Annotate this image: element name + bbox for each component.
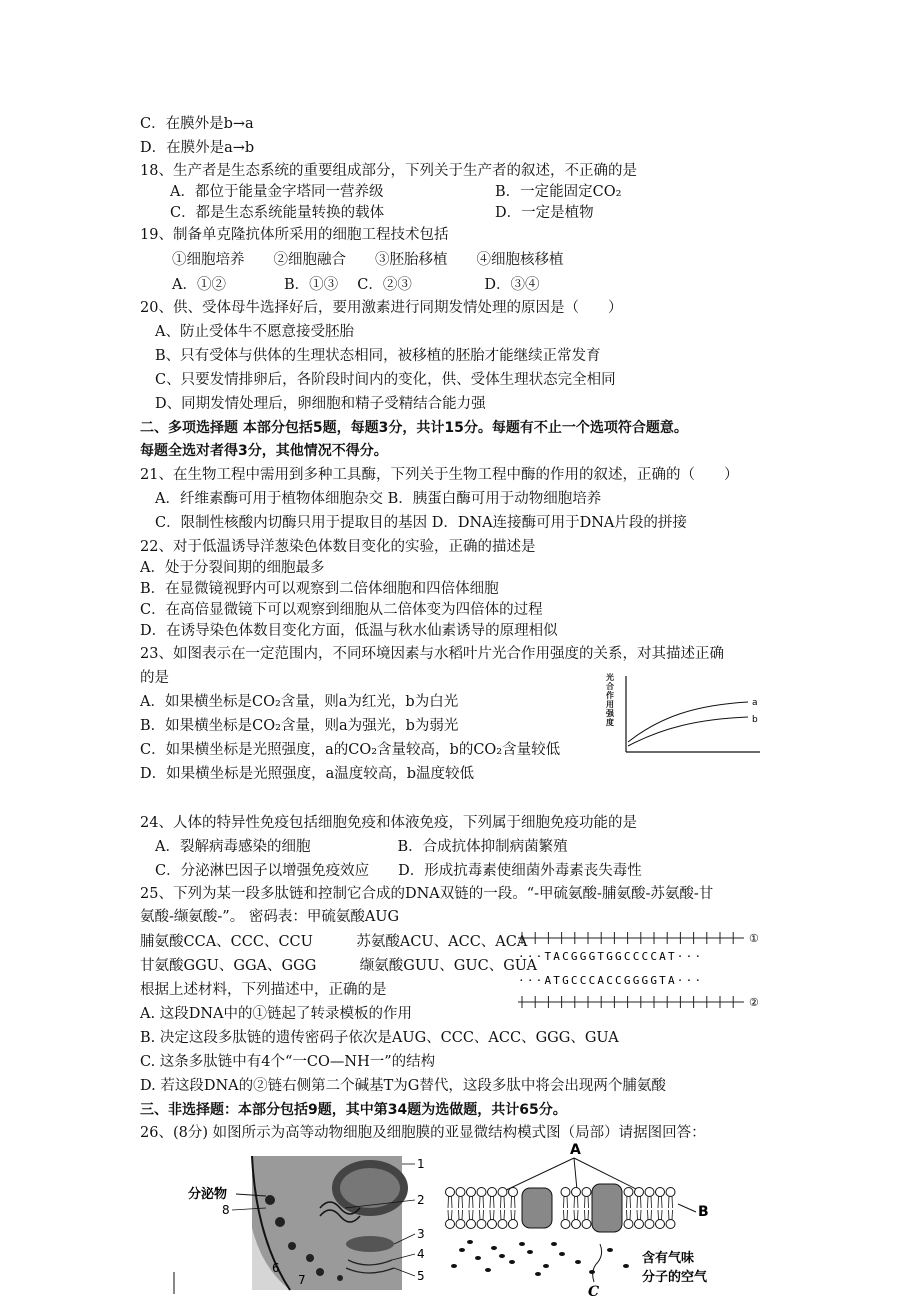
q20-option-c: C、只要发情排卵后，各阶段时间内的变化，供、受体生理状态完全相同 — [155, 372, 616, 388]
lipid-tail — [501, 1196, 505, 1208]
nucleus-inner — [340, 1168, 400, 1208]
lipid-head-top — [561, 1188, 570, 1197]
odor-molecule — [543, 1264, 549, 1268]
lipid-tail — [448, 1196, 452, 1208]
q18-option-a: A．都位于能量金字塔同一营养级 — [170, 184, 384, 200]
label-C: C — [588, 1284, 600, 1298]
lipid-tail — [574, 1196, 578, 1208]
q25-codon-2: 甘氨酸GGU、GGA、GGG 缬氨酸GUU、GUC、GUA — [140, 958, 538, 974]
q25-codon-1: 脯氨酸CCA、CCC、CCU 苏氨酸ACU、ACC、ACA — [140, 934, 528, 950]
lipid-head-top — [656, 1188, 665, 1197]
lipid-tail — [627, 1196, 631, 1208]
strand1-mark: ① — [749, 932, 759, 945]
lipid-head-top — [477, 1188, 486, 1197]
q22-option-c: C．在高倍显微镜下可以观察到细胞从二倍体变为四倍体的过程 — [140, 602, 543, 618]
odor-molecule — [499, 1254, 505, 1258]
q18-option-c: C．都是生态系统能量转换的载体 — [170, 205, 385, 221]
lipid-tail — [585, 1196, 589, 1208]
lipid-tail — [501, 1210, 505, 1220]
q21-options-ab: A．纤维素酶可用于植物体细胞杂交 B．胰蛋白酶可用于动物细胞培养 — [155, 491, 602, 507]
curve-a-label: a — [752, 698, 758, 708]
graph-y-label — [605, 672, 615, 727]
odor-molecule — [623, 1264, 629, 1268]
label-6: 6 — [272, 1261, 280, 1275]
q23-stem-cont: 的是 — [140, 670, 169, 686]
odor-molecule — [451, 1264, 457, 1268]
label-3: 3 — [417, 1227, 425, 1241]
curve-a — [628, 702, 748, 742]
odor-molecule — [519, 1242, 525, 1246]
lipid-head-bottom — [456, 1220, 465, 1229]
lipid-tail — [627, 1210, 631, 1220]
label-A: A — [570, 1142, 581, 1158]
odor-label-2: 分子的空气 — [642, 1270, 708, 1285]
lipid-tail — [637, 1196, 641, 1208]
lipid-head-bottom — [477, 1220, 486, 1229]
odor-molecule — [491, 1246, 497, 1250]
q25-option-a: A. 这段DNA中的①链起了转录模板的作用 — [140, 1006, 412, 1022]
strand1-sequence: ···TACGGGTGGCCCCAT··· — [518, 950, 704, 963]
membrane-protein-2 — [592, 1184, 622, 1232]
q25-option-c: C. 这条多肽链中有4个“一CO—NH一”的结构 — [140, 1054, 436, 1070]
lipid-tail — [480, 1196, 484, 1208]
mitochondrion — [346, 1236, 394, 1252]
odor-label-1: 含有气味 — [642, 1251, 695, 1266]
lipid-head-top — [582, 1188, 591, 1197]
odor-molecule — [459, 1248, 465, 1252]
lipid-tail — [658, 1196, 662, 1208]
lipid-head-bottom — [561, 1220, 570, 1229]
lipid-head-bottom — [467, 1220, 476, 1229]
q23-option-a: A．如果横坐标是CO₂含量，则a为红光，b为白光 — [140, 694, 459, 710]
lipid-head-top — [467, 1188, 476, 1197]
odor-molecules — [451, 1240, 629, 1276]
q18-option-d: D．一定是植物 — [495, 205, 594, 221]
label-1: 1 — [417, 1157, 425, 1171]
q23-option-b: B．如果横坐标是CO₂含量，则a为强光，b为弱光 — [140, 718, 459, 734]
odor-molecule — [551, 1242, 557, 1246]
q19-items: ①细胞培养 ②细胞融合 ③胚胎移植 ④细胞核移植 — [172, 252, 564, 268]
lipid-head-bottom — [509, 1220, 518, 1229]
odor-molecule — [559, 1252, 565, 1256]
curve-b-label: b — [752, 715, 758, 725]
lipid-tail — [585, 1210, 589, 1220]
q26-cell-figure — [170, 1148, 440, 1298]
lipid-tail — [511, 1210, 515, 1220]
odor-molecule — [485, 1268, 491, 1272]
q20-stem: 20、供、受体母牛选择好后，要用激素进行同期发情处理的原因是（ ） — [140, 300, 623, 316]
lipid-tail — [574, 1210, 578, 1220]
lipid-head-top — [624, 1188, 633, 1197]
strand2-sequence: ···ATGCCCACCGGGGTA··· — [518, 974, 704, 987]
lipid-tail — [669, 1210, 673, 1220]
curve-b — [628, 717, 748, 746]
q23-option-c: C．如果横坐标是光照强度，a的CO₂含量较高，b的CO₂含量较低 — [140, 742, 561, 758]
lipid-tail — [469, 1196, 473, 1208]
q24-options-ab: A．裂解病毒感染的细胞 B．合成抗体抑制病菌繁殖 — [155, 839, 568, 855]
lipid-tail — [658, 1210, 662, 1220]
lipid-head-top — [509, 1188, 518, 1197]
odor-molecule — [509, 1260, 515, 1264]
secretion-label: 分泌物 — [188, 1187, 228, 1202]
q22-stem: 22、对于低温诱导洋葱染色体数目变化的实验，正确的描述是 — [140, 539, 536, 555]
section-2-heading: 二、多项选择题 本部分包括5题，每题3分，共计15分。每题有不止一个选项符合题意。 — [140, 420, 688, 436]
lipid-tail — [669, 1196, 673, 1208]
q24-options-cd: C．分泌淋巴因子以增强免疫效应 D．形成抗毒素使细菌外毒素丧失毒性 — [155, 863, 642, 879]
q20-option-d: D、同期发情处理后，卵细胞和精子受精结合能力强 — [155, 396, 486, 412]
label-B: B — [698, 1204, 709, 1220]
odor-molecule — [467, 1240, 473, 1244]
lipid-head-top — [572, 1188, 581, 1197]
lipid-head-top — [446, 1188, 455, 1197]
lipid-head-bottom — [446, 1220, 455, 1229]
q26-stem: 26、(8分) 如图所示为高等动物细胞及细胞膜的亚显微结构模式图（局部）请据图回答： — [140, 1125, 706, 1141]
lipid-head-top — [498, 1188, 507, 1197]
q23-stem: 23、如图表示在一定范围内，不同环境因素与水稻叶片光合作用强度的关系，对其描述正确 — [140, 646, 724, 662]
label-4: 4 — [417, 1247, 425, 1261]
odor-molecule — [475, 1256, 481, 1260]
q23-graph — [600, 672, 770, 767]
phospholipid-bilayer — [446, 1188, 676, 1229]
lipid-tail — [480, 1210, 484, 1220]
q20-option-b: B、只有受体与供体的生理状态相同，被移植的胚胎才能继续正常发育 — [155, 348, 601, 364]
lipid-head-top — [645, 1188, 654, 1197]
odor-molecule — [589, 1270, 595, 1274]
q24-stem: 24、人体的特异性免疫包括细胞免疫和体液免疫，下列属于细胞免疫功能的是 — [140, 815, 637, 831]
label-B-leader — [678, 1204, 696, 1212]
lipid-head-top — [666, 1188, 675, 1197]
lipid-tail — [511, 1196, 515, 1208]
q22-option-b: B．在显微镜视野内可以观察到二倍体细胞和四倍体细胞 — [140, 581, 499, 597]
lipid-tail — [490, 1210, 494, 1220]
label-5: 5 — [417, 1269, 425, 1283]
lipid-tail — [459, 1196, 463, 1208]
lipid-head-bottom — [656, 1220, 665, 1229]
graph-y-label-text: 光合作用强度 — [606, 673, 614, 727]
q22-option-a: A．处于分裂间期的细胞最多 — [140, 560, 325, 576]
lipid-head-bottom — [488, 1220, 497, 1229]
lipid-tail — [637, 1210, 641, 1220]
q18-stem: 18、生产者是生态系统的重要组成部分，下列关于生产者的叙述，不正确的是 — [140, 163, 637, 179]
lipid-head-top — [635, 1188, 644, 1197]
q17-option-d: D．在膜外是a→b — [140, 140, 255, 156]
lipid-tail — [448, 1210, 452, 1220]
q26-membrane-figure — [442, 1140, 742, 1298]
lipid-tail — [648, 1210, 652, 1220]
label-2: 2 — [417, 1193, 425, 1207]
strand2-mark: ② — [749, 996, 759, 1009]
lipid-head-bottom — [582, 1220, 591, 1229]
q19-stem: 19、制备单克隆抗体所采用的细胞工程技术包括 — [140, 227, 449, 243]
lipid-head-bottom — [498, 1220, 507, 1229]
odor-molecule — [527, 1250, 533, 1254]
section-3-heading: 三、非选择题：本部分包括9题，其中第34题为选做题，共计65分。 — [140, 1102, 567, 1118]
q25-option-b: B. 决定这段多肽链的遗传密码子依次是AUG、CCC、ACC、GGG、GUA — [140, 1030, 619, 1046]
q18-option-b: B．一定能固定CO₂ — [495, 184, 622, 200]
q25-dna-figure — [512, 922, 768, 1014]
q20-option-a: A、防止受体牛不愿意接受胚胎 — [155, 324, 354, 340]
lipid-head-bottom — [624, 1220, 633, 1229]
lipid-tail — [564, 1196, 568, 1208]
lipid-tail — [469, 1210, 473, 1220]
q22-option-d: D．在诱导染色体数目变化方面，低温与秋水仙素诱导的原理相似 — [140, 623, 558, 639]
label-8: 8 — [222, 1203, 230, 1217]
label-7: 7 — [298, 1273, 306, 1287]
dna-backbone — [522, 932, 733, 1008]
odor-molecule — [575, 1260, 581, 1264]
section-2-heading-cont: 每题全选对者得3分，其他情况不得分。 — [140, 443, 388, 459]
q25-prompt: 根据上述材料，下列描述中，正确的是 — [140, 982, 387, 998]
q19-options: A．①② B．①③ C．②③ D．③④ — [172, 277, 540, 293]
lipid-head-bottom — [635, 1220, 644, 1229]
lipid-tail — [490, 1196, 494, 1208]
lipid-head-bottom — [572, 1220, 581, 1229]
lipid-head-bottom — [666, 1220, 675, 1229]
q21-options-cd: C．限制性核酸内切酶只用于提取目的基因 D．DNA连接酶可用于DNA片段的拼接 — [155, 515, 687, 531]
label-A-leaders — [502, 1158, 642, 1192]
lipid-tail — [564, 1210, 568, 1220]
q25-stem: 25、下列为某一段多肽链和控制它合成的DNA双链的一段。“-甲硫氨酸-脯氨酸-苏氨酸-甘 — [140, 886, 714, 902]
q25-option-d: D. 若这段DNA的②链右侧第二个碱基T为G替代，这段多肽中将会出现两个脯氨酸 — [140, 1078, 666, 1094]
odor-molecule — [535, 1272, 541, 1276]
lipid-head-top — [488, 1188, 497, 1197]
q17-option-c: C．在膜外是b→a — [140, 116, 254, 132]
lipid-tail — [459, 1210, 463, 1220]
q21-stem: 21、在生物工程中需用到多种工具酶，下列关于生物工程中酶的作用的叙述，正确的（ ） — [140, 467, 739, 483]
q23-option-d: D．如果横坐标是光照强度，a温度较高，b温度较低 — [140, 766, 475, 782]
q25-stem-cont: 氨酸-缬氨酸-”。 密码表：甲硫氨酸AUG — [140, 909, 400, 925]
label-C-leader — [593, 1244, 602, 1282]
lipid-tail — [648, 1196, 652, 1208]
membrane-protein-1 — [522, 1188, 552, 1228]
lipid-head-bottom — [645, 1220, 654, 1229]
odor-molecule — [607, 1248, 613, 1252]
lipid-head-top — [456, 1188, 465, 1197]
